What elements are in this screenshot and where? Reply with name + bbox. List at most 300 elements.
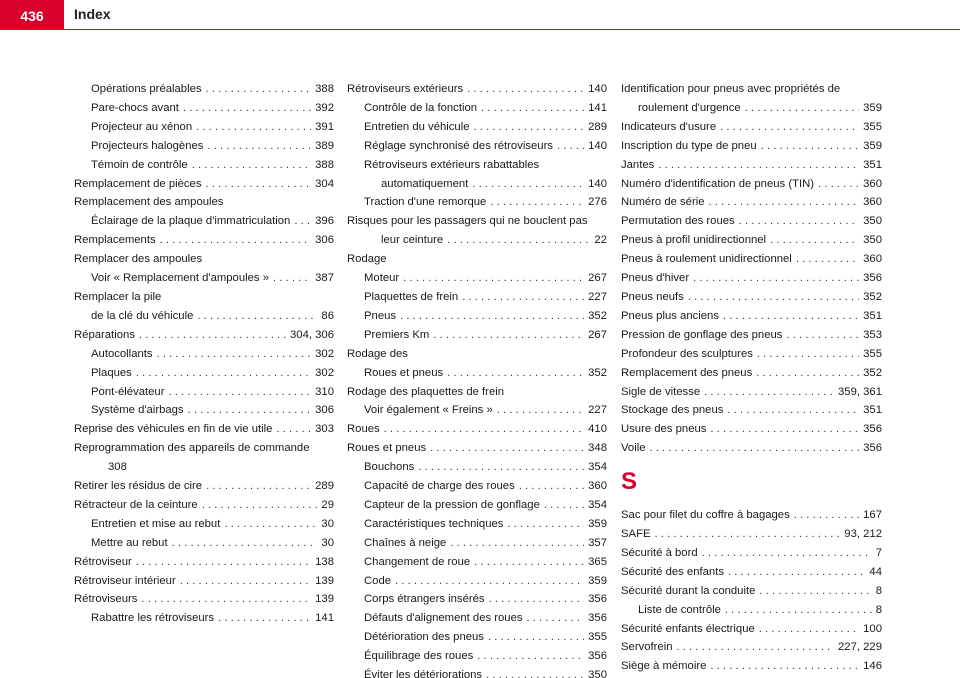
dot-leader (655, 525, 841, 544)
index-entry-label: Reprise des véhicules en fin de vie utile (74, 423, 273, 436)
index-entry-page-ref: 396 (315, 215, 334, 228)
dot-leader (462, 288, 584, 307)
index-entry-line (381, 175, 607, 194)
dot-leader (224, 515, 317, 534)
index-entry (347, 288, 607, 307)
index-entry (347, 307, 607, 326)
index-entry (74, 534, 334, 553)
index-entry-label: Siège à mémoire (621, 660, 707, 673)
index-entry (74, 137, 334, 156)
index-entry-line (364, 288, 607, 307)
index-entry-line (621, 525, 882, 544)
index-entry (347, 609, 607, 628)
index-entry-page-ref: 30 (321, 536, 334, 549)
index-entry-page-ref: 141 (315, 612, 334, 625)
index-entry-page-ref: 304, 306 (290, 328, 334, 341)
dot-leader (192, 156, 311, 175)
dot-leader (818, 175, 859, 194)
index-entry-label: Capteur de la pression de gonflage (364, 498, 540, 511)
index-entry-label: Éviter les détériorations (364, 669, 483, 678)
index-entry (347, 137, 607, 156)
page-title: Index (74, 6, 111, 22)
index-entry (74, 99, 334, 118)
index-entry-page-ref: 351 (863, 404, 882, 417)
dot-leader (160, 231, 312, 250)
index-entry-page-ref: 360 (863, 253, 882, 266)
index-entry-line (74, 420, 334, 439)
index-entry-line (621, 307, 882, 326)
dot-leader (702, 544, 872, 563)
dot-leader (728, 563, 865, 582)
index-entry-line (364, 118, 607, 137)
dot-leader (157, 345, 312, 364)
index-entry-label: Contrôle de la fonction (364, 101, 478, 114)
index-entry (347, 175, 607, 194)
dot-leader (488, 628, 584, 647)
index-entry-page-ref: 139 (315, 593, 334, 606)
dot-leader (720, 118, 859, 137)
index-entry-page-ref: 100 (863, 622, 882, 635)
index-entry-label: Autocollants (91, 347, 153, 360)
dot-leader (205, 175, 311, 194)
index-entry-label: Entretien et mise au rebut (91, 517, 221, 530)
index-entry (621, 231, 882, 250)
index-entry-line (91, 212, 334, 231)
index-entry (347, 666, 607, 678)
index-entry-page-ref: 22 (594, 234, 607, 247)
dot-leader (725, 601, 872, 620)
index-entry (347, 118, 607, 137)
index-entry-page-ref: 29 (321, 498, 334, 511)
index-entry-page-ref: 302 (315, 366, 334, 379)
index-entry-page-ref: 354 (588, 461, 607, 474)
index-entry-label: Roues (347, 423, 380, 436)
dot-leader (759, 620, 859, 639)
index-entry-label: Opérations préalables (91, 83, 202, 95)
dot-leader (395, 572, 584, 591)
index-entry-label: Voir également « Freins » (364, 404, 493, 417)
index-entry-page-ref: 356 (588, 593, 607, 606)
index-entry (621, 345, 882, 364)
dot-leader (294, 212, 311, 231)
dot-leader (206, 477, 311, 496)
dot-leader (796, 250, 859, 269)
index-entry (621, 250, 882, 269)
index-entry-label: Rétroviseurs (74, 593, 138, 606)
index-entry-page-ref: 139 (315, 574, 334, 587)
index-entry-line (364, 307, 607, 326)
index-entry-label: Numéro de série (621, 196, 705, 209)
dot-leader (770, 231, 859, 250)
dot-leader (276, 420, 311, 439)
index-entry-line (621, 193, 882, 212)
index-entry-page-ref: 350 (588, 669, 607, 678)
index-entry (621, 582, 882, 601)
index-entry-page-ref: 360 (863, 177, 882, 190)
index-entry-label: Sigle de vitesse (621, 385, 701, 398)
index-entry-label: Remplacer la pile (74, 290, 162, 303)
index-entry (621, 657, 882, 676)
index-entry (74, 401, 334, 420)
index-entry-label: Projecteurs halogènes (91, 139, 204, 152)
dot-leader (557, 137, 584, 156)
index-entry-label: Permutation des roues (621, 215, 735, 228)
dot-leader (477, 647, 584, 666)
index-entry-line (347, 345, 607, 364)
index-entry-label: Profondeur des sculptures (621, 347, 753, 360)
index-entry-page-ref: 392 (315, 101, 334, 114)
index-entry-label: Réparations (74, 328, 135, 341)
index-entry (347, 534, 607, 553)
dot-leader (704, 383, 834, 402)
index-entry-page-ref: 93, 212 (844, 528, 882, 541)
index-entry-page-ref: 352 (588, 309, 607, 322)
index-entry-page-ref: 388 (315, 158, 334, 171)
index-entry-label: Numéro d'identification de pneus (TIN) (621, 177, 815, 190)
index-entry-label: Changement de roue (364, 555, 471, 568)
index-entry-label: Sécurité des enfants (621, 565, 724, 578)
index-entry-line (91, 364, 334, 383)
index-column-3 (621, 80, 882, 676)
index-entry (74, 364, 334, 383)
index-entry-line (621, 364, 882, 383)
index-entry-line (74, 496, 334, 515)
index-entry-label: de la clé du véhicule (91, 309, 194, 322)
dot-leader (693, 269, 859, 288)
section-letter-s: S (621, 468, 638, 496)
dot-leader (207, 137, 311, 156)
index-entry (347, 496, 607, 515)
index-entry (74, 269, 334, 288)
index-entry-page-ref: 138 (315, 555, 334, 568)
index-entry (74, 496, 334, 515)
index-entry (621, 156, 882, 175)
index-entry-line (91, 609, 334, 628)
index-entry-line (91, 383, 334, 402)
index-entry-page-ref: 360 (588, 480, 607, 493)
index-entry-page-ref: 355 (863, 120, 882, 133)
index-entry-label: Identification pour pneus avec propriétés de (621, 83, 841, 95)
dot-leader (474, 118, 585, 137)
index-entry (74, 250, 334, 269)
index-entry (74, 307, 334, 326)
index-entry-label: Liste de contrôle (638, 603, 721, 616)
index-entry-line (364, 458, 607, 477)
dot-leader (710, 657, 859, 676)
index-entry (621, 601, 882, 620)
index-entry (347, 420, 607, 439)
index-entry-label: Moteur (364, 272, 400, 285)
index-entry-line (347, 420, 607, 439)
index-entry-line (74, 231, 334, 250)
index-entry-line (74, 439, 334, 458)
index-entry-line (364, 496, 607, 515)
index-entry-line (91, 401, 334, 420)
index-entry-label: Voir « Remplacement d'ampoules » (91, 272, 269, 285)
index-entry-page-ref: 310 (315, 385, 334, 398)
index-entry-line (621, 118, 882, 137)
dot-leader (489, 590, 585, 609)
index-entry-line (621, 269, 882, 288)
index-entry-label: Risques pour les passagers qui ne bouclent pas (347, 215, 588, 228)
index-entry-page-ref: 365 (588, 555, 607, 568)
index-entry (347, 647, 607, 666)
index-entry (74, 383, 334, 402)
index-entry (347, 477, 607, 496)
index-entry-label: Remplacement de pièces (74, 177, 202, 190)
index-entry-page-ref: 387 (315, 272, 334, 285)
index-entry (347, 628, 607, 647)
dot-leader (447, 231, 590, 250)
index-entry-page-ref: 359 (588, 517, 607, 530)
index-entry-label: Servofrein (621, 641, 673, 654)
index-entry (621, 420, 882, 439)
index-entry-page-ref: 86 (321, 309, 334, 322)
index-entry-page-ref: 227 (588, 290, 607, 303)
index-entry-label: roulement d'urgence (638, 101, 741, 114)
index-entry-label: Rétracteur de la ceinture (74, 498, 198, 511)
index-entry-line (347, 212, 607, 231)
dot-leader (756, 364, 859, 383)
index-entry-label: Pneus neufs (621, 290, 684, 303)
index-entry-page-ref: 289 (588, 120, 607, 133)
dot-leader (544, 496, 584, 515)
dot-leader (723, 307, 859, 326)
index-entry-page-ref: 354 (588, 498, 607, 511)
index-entry-label: Jantes (621, 158, 655, 171)
index-entry-page-ref: 276 (588, 196, 607, 209)
dot-leader (206, 80, 312, 99)
index-entry (347, 99, 607, 118)
dot-leader (273, 269, 311, 288)
dot-leader (472, 175, 584, 194)
dot-leader (180, 572, 311, 591)
dot-leader (739, 212, 859, 231)
index-entry (621, 326, 882, 345)
index-column-1 (74, 80, 334, 628)
index-entry-label: Remplacer des ampoules (74, 253, 203, 266)
index-entry-label: Code (364, 574, 392, 587)
index-entry-line (347, 80, 607, 99)
index-entry-page-ref: 357 (588, 536, 607, 549)
index-entry-label: Bouchons (364, 461, 415, 474)
index-entry (347, 439, 607, 458)
dot-leader (727, 401, 859, 420)
dot-leader (172, 534, 318, 553)
index-entry-label: Remplacements (74, 234, 156, 247)
index-entry-line (91, 515, 334, 534)
index-entry-page-ref: 359 (863, 139, 882, 152)
index-entry (74, 345, 334, 364)
index-entry-page-ref: 356 (863, 442, 882, 455)
dot-leader (450, 534, 584, 553)
index-entry-label: Éclairage de la plaque d'immatriculation (91, 215, 291, 228)
index-entry-line (621, 231, 882, 250)
index-entry (74, 326, 334, 345)
index-entry-line (74, 288, 334, 307)
dot-leader (677, 638, 835, 657)
index-entry (74, 118, 334, 137)
dot-leader (430, 439, 584, 458)
index-entry-line (638, 601, 882, 620)
index-entry-label: Plaquettes de frein (364, 290, 459, 303)
dot-leader (658, 156, 859, 175)
index-entry-label: Rétroviseurs extérieurs rabattables (364, 158, 540, 171)
index-entry-page-ref: 7 (875, 546, 882, 559)
index-entry-page-ref: 355 (863, 347, 882, 360)
index-entry-label: leur ceinture (381, 234, 444, 247)
index-entry-line (621, 506, 882, 525)
index-entry-label: Pneus plus anciens (621, 309, 719, 322)
dot-leader (759, 582, 871, 601)
index-entry-line (621, 175, 882, 194)
index-entry-page-ref: 356 (863, 272, 882, 285)
index-entry-label: Corps étrangers insérés (364, 593, 485, 606)
index-entry (621, 506, 882, 525)
index-entry-page-ref: 140 (588, 83, 607, 95)
index-entry-label: Entretien du véhicule (364, 120, 470, 133)
index-entry-page-ref: 352 (588, 366, 607, 379)
index-entry-label: Rodage des plaquettes de frein (347, 385, 505, 398)
index-entry (621, 307, 882, 326)
index-entry-label: Premiers Km (364, 328, 430, 341)
dot-leader (467, 80, 584, 99)
index-entry-label: Plaques (91, 366, 132, 379)
index-entry (347, 515, 607, 534)
index-entry (621, 212, 882, 231)
index-entry-line (108, 458, 334, 477)
dot-leader (745, 99, 860, 118)
index-entry-line (364, 534, 607, 553)
index-entry-label: Rétroviseur intérieur (74, 574, 176, 587)
dot-leader (384, 420, 584, 439)
index-entry-label: Équilibrage des roues (364, 650, 474, 663)
index-entry-page-ref: 410 (588, 423, 607, 436)
index-entry-line (621, 156, 882, 175)
index-entry (347, 212, 607, 231)
index-entry (347, 572, 607, 591)
dot-leader (403, 269, 584, 288)
index-entry (621, 118, 882, 137)
index-entry (621, 137, 882, 156)
index-entry (74, 439, 334, 458)
index-entry (621, 269, 882, 288)
index-entry-line (621, 563, 882, 582)
index-entry-page-ref: 140 (588, 139, 607, 152)
index-entry-label: Caractéristiques techniques (364, 517, 504, 530)
index-entry-page-ref: 44 (869, 565, 882, 578)
index-entry-line (621, 137, 882, 156)
index-entry-line (74, 175, 334, 194)
index-entry (621, 175, 882, 194)
index-entry-line (91, 99, 334, 118)
dot-leader (486, 666, 584, 678)
index-entry-line (364, 515, 607, 534)
index-entry-label: Remplacement des pneus (621, 366, 753, 379)
index-entry-page-ref: 267 (588, 328, 607, 341)
index-entry (347, 269, 607, 288)
index-entry-page-ref: 350 (863, 234, 882, 247)
index-entry-line (621, 638, 882, 657)
index-entry (347, 458, 607, 477)
index-entry-label: Réglage synchronisé des rétroviseurs (364, 139, 554, 152)
index-entry-label: Pneus (364, 309, 397, 322)
index-entry-label: Rabattre les rétroviseurs (91, 612, 215, 625)
index-entry (347, 401, 607, 420)
index-entry (74, 420, 334, 439)
index-entry (347, 383, 607, 402)
index-entry-line (347, 439, 607, 458)
index-entry-line (91, 137, 334, 156)
index-entry-label: Sécurité à bord (621, 546, 698, 559)
index-entry-label: Roues et pneus (364, 366, 444, 379)
index-entry (621, 638, 882, 657)
index-entry-line (347, 250, 607, 269)
index-entry-label: Pneus d'hiver (621, 272, 690, 285)
index-entry-page-ref: 356 (863, 423, 882, 436)
index-entry-label: Pneus à roulement unidirectionnel (621, 253, 792, 266)
index-entry-page-ref: 167 (863, 509, 882, 522)
index-entry-page-ref: 359 (588, 574, 607, 587)
dot-leader (136, 553, 311, 572)
index-entry-label: Pont-élévateur (91, 385, 165, 398)
index-entry (74, 231, 334, 250)
index-entry (74, 609, 334, 628)
dot-leader (757, 345, 859, 364)
index-entry-page-ref: 8 (875, 584, 882, 597)
index-entry (621, 383, 882, 402)
index-entry-line (381, 231, 607, 250)
index-entry-label: Sac pour filet du coffre à bagages (621, 509, 790, 522)
index-entry-label: Projecteur au xénon (91, 120, 193, 133)
page-number: 436 (0, 0, 64, 30)
index-entry-line (621, 439, 882, 458)
index-entry-page-ref: 306 (315, 234, 334, 247)
index-entry-label: Mettre au rebut (91, 536, 168, 549)
index-entry-page-ref: 302 (315, 347, 334, 360)
index-entry (347, 231, 607, 250)
index-entry-line (74, 553, 334, 572)
index-entry (621, 563, 882, 582)
index-entry-line (638, 99, 882, 118)
index-entry (74, 572, 334, 591)
index-entry (347, 250, 607, 269)
dot-leader (710, 420, 859, 439)
index-entry-label: Chaînes à neige (364, 536, 447, 549)
index-entry-page-ref: 303 (315, 423, 334, 436)
index-entry-page-ref: 227 (588, 404, 607, 417)
index-entry-page-ref: 388 (315, 83, 334, 95)
index-entry (347, 553, 607, 572)
index-entry-label: SAFE (621, 528, 651, 541)
index-entry-page-ref: 227, 229 (838, 641, 882, 654)
index-entry-line (621, 212, 882, 231)
index-entry (74, 212, 334, 231)
index-entry (347, 156, 607, 175)
index-entry-line (364, 137, 607, 156)
index-entry-line (364, 99, 607, 118)
index-entry-page-ref: 359 (863, 101, 882, 114)
index-entry-line (621, 620, 882, 639)
index-entry (621, 620, 882, 639)
index-entry-page-ref: 356 (588, 650, 607, 663)
index-entry-page-ref: 304 (315, 177, 334, 190)
index-entry-page-ref: 141 (588, 101, 607, 114)
index-entry-page-ref: 289 (315, 480, 334, 493)
index-entry-line (364, 269, 607, 288)
dot-leader (202, 496, 318, 515)
index-entry-page-ref: 350 (863, 215, 882, 228)
